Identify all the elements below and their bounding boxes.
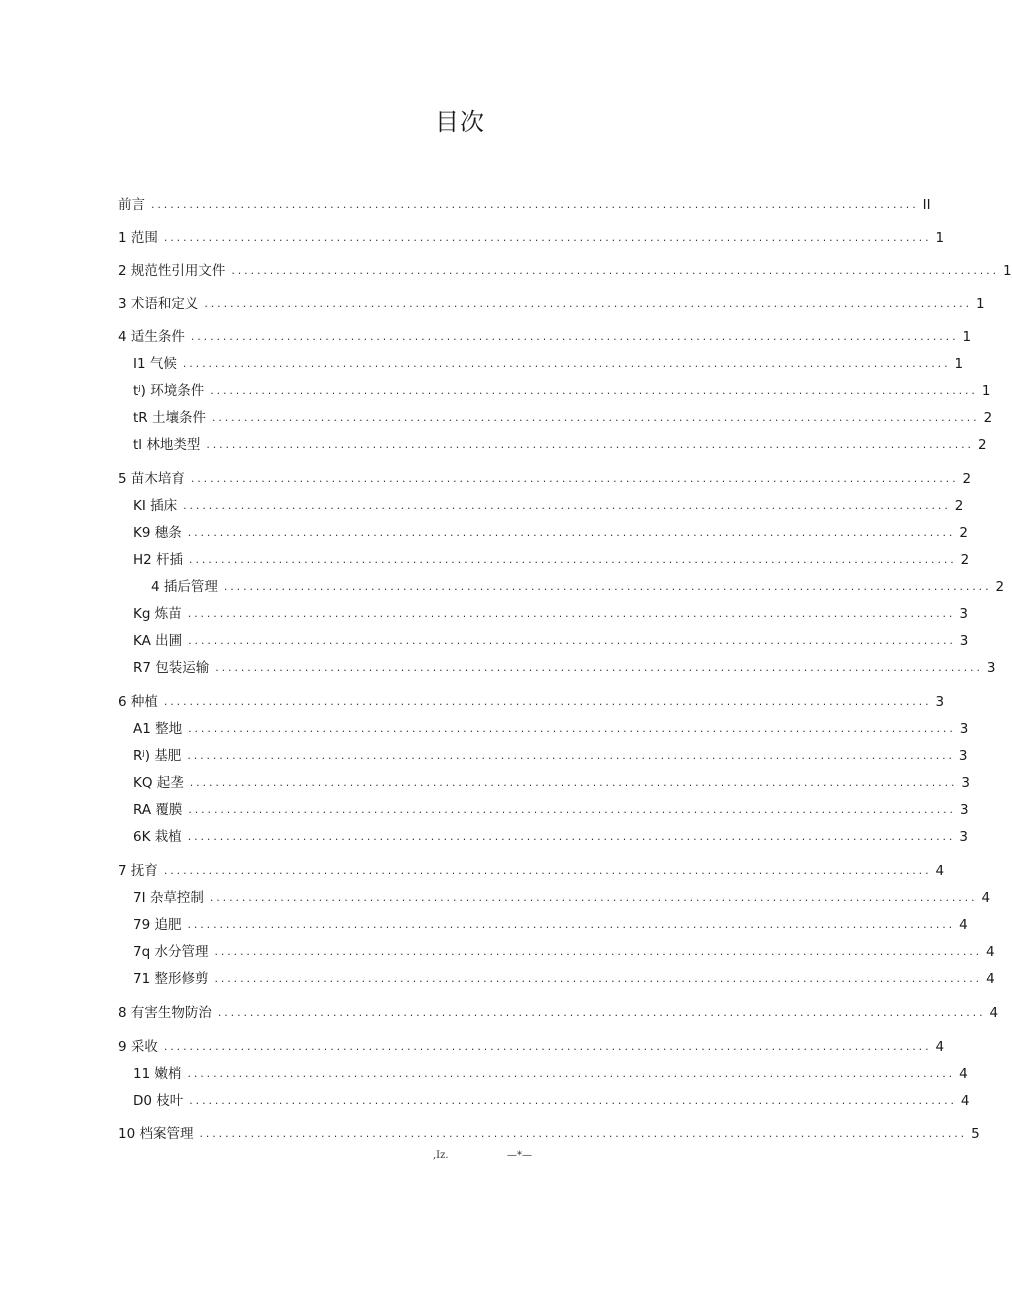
dot-leader: ........................................................................................................................ [182,357,951,370]
toc-entry-9-2[interactable] [133,1091,970,1111]
toc-entry-6-4[interactable] [133,800,969,820]
toc-page-number: 2 [962,471,972,487]
toc-entry-label: 6K 栽植 [133,829,182,845]
toc-entry-label: tl 林地类型 [133,437,201,453]
toc-page-number: 4 [935,1039,945,1055]
toc-entry-6-1[interactable] [133,719,969,739]
dot-leader: ........................................................................................................................ [163,1040,932,1053]
toc-entry-label: 5 苗木培育 [118,471,185,487]
toc-page-number: 4 [986,944,995,960]
toc-entry-4-3[interactable] [133,408,993,428]
page-title: 目次 [435,108,485,136]
dot-leader: ........................................................................................................................ [188,803,956,816]
toc-page-number: 5 [971,1126,980,1142]
toc-entry-label: 2 规范性引用文件 [118,263,226,279]
dot-leader: ........................................................................................................................ [223,580,992,593]
toc-entry-7-4[interactable] [133,969,995,989]
toc-entry-6-3[interactable] [133,773,970,793]
toc-entry-label: 前言 [118,197,145,213]
dot-leader: ........................................................................................................................ [187,1067,956,1080]
toc-entry-label: 11 嫩梢 [133,1066,182,1082]
dot-leader: ........................................................................................................................ [188,634,956,647]
toc-entry-6-2[interactable] [133,746,968,766]
dot-leader: ........................................................................................................................ [189,1094,957,1107]
toc-entry-label: 1 范围 [118,230,158,246]
toc-entry-label: 7 抚育 [118,863,158,879]
toc-page-number: 3 [959,829,968,845]
dot-leader: ........................................................................................................................ [163,695,932,708]
dot-leader: ........................................................................................................................ [187,607,956,620]
toc-entry-5-7[interactable] [133,658,996,678]
toc-page-number: 3 [961,775,970,791]
toc-page-number: 1 [935,230,945,246]
toc-page-number: 2 [977,437,987,453]
dot-leader: ........................................................................................................................ [187,830,956,843]
toc-entry-5-6[interactable] [133,631,969,651]
dot-leader: ........................................................................................................................ [190,472,959,485]
dot-leader: ........................................................................................................................ [151,198,919,211]
dot-leader: ........................................................................................................................ [214,972,983,985]
toc-entry-label: KA 出圃 [133,633,183,649]
toc-entry-label: KQ 起垄 [133,775,184,791]
footer-page-mark: —*— [507,1150,532,1161]
toc-entry-label: 3 术语和定义 [118,296,199,312]
toc-entry-label: 7I 杂草控制 [133,890,204,906]
toc-page-number: 4 [986,971,995,987]
toc-page-number: 3 [959,802,969,818]
toc-entry-4[interactable] [118,327,972,347]
toc-page-number: 3 [959,633,969,649]
toc-entry-1[interactable] [118,228,945,248]
toc-entry-label: 4 插后管理 [151,579,218,595]
dot-leader: ........................................................................................................................ [215,661,983,674]
dot-leader: ........................................................................................................................ [163,864,932,877]
toc-page-number: 4 [960,1093,970,1109]
toc-entry-10[interactable] [118,1124,980,1144]
toc-entry-label: 10 档案管理 [118,1126,194,1142]
dot-leader: ........................................................................................................................ [183,499,951,512]
toc-page-number: 4 [959,1066,968,1082]
toc-entry-4-2[interactable] [133,381,991,401]
dot-leader: ........................................................................................................................ [189,776,958,789]
toc-entry-label: 71 整形修剪 [133,971,209,987]
toc-entry-7-3[interactable] [133,942,995,962]
toc-entry-7-2[interactable] [133,915,968,935]
toc-entry-4-4[interactable] [133,435,987,455]
toc-page-number: II [922,197,931,213]
toc-entry-label: 9 采收 [118,1039,158,1055]
dot-leader: ........................................................................................................................ [206,438,974,451]
toc-entry-3[interactable] [118,294,985,314]
dot-leader: ........................................................................................................................ [187,526,956,539]
toc-page-number: 3 [958,748,968,764]
toc-entry-4-1[interactable] [133,354,964,374]
toc-page-number: 1 [962,329,972,345]
toc-page-number: 1 [975,296,985,312]
dot-leader: ........................................................................................................................ [209,891,978,904]
toc-entry-6[interactable] [118,692,945,712]
toc-entry-6-5[interactable] [133,827,968,847]
toc-entry-label: KI 插床 [133,498,178,514]
dot-leader: ........................................................................................................................ [189,553,957,566]
dot-leader: ........................................................................................................................ [187,918,956,931]
toc-entry-foreword[interactable] [118,195,931,215]
toc-page-number: 2 [995,579,1005,595]
toc-entry-label: 7q 水分管理 [133,944,209,960]
footer-mark-left: ,Iz. [433,1150,449,1161]
dot-leader: ........................................................................................................................ [190,330,959,343]
toc-page-number: 3 [959,721,969,737]
toc-entry-label: D0 枝叶 [133,1093,184,1109]
toc-entry-7-1[interactable] [133,888,991,908]
toc-page-number: 1 [1002,263,1012,279]
toc-entry-label: H2 杆插 [133,552,184,568]
toc-page-number: 2 [960,552,970,568]
dot-leader: ........................................................................................................................ [210,384,978,397]
toc-page-number: 3 [935,694,945,710]
dot-leader: ........................................................................................................................ [231,264,999,277]
dot-leader: ........................................................................................................................ [163,231,932,244]
dot-leader: ........................................................................................................................ [217,1006,986,1019]
toc-entry-5-5[interactable] [133,604,968,624]
dot-leader: ........................................................................................................................ [199,1127,968,1140]
toc-page-number: 2 [983,410,993,426]
toc-entry-5-2[interactable] [133,523,968,543]
toc-entry-label: 4 适生条件 [118,329,185,345]
toc-page-number: 3 [986,660,996,676]
toc-entry-9-1[interactable] [133,1064,968,1084]
dot-leader: ........................................................................................................................ [188,722,956,735]
toc-entry-label: tʲ) 环境条件 [133,383,205,399]
dot-leader: ........................................................................................................................ [211,411,980,424]
toc-entry-8[interactable] [118,1003,999,1023]
toc-entry-label: 8 有害生物防治 [118,1005,212,1021]
toc-page-number: 4 [935,863,945,879]
dot-leader: ........................................................................................................................ [204,297,972,310]
dot-leader: ........................................................................................................................ [187,749,955,762]
toc-entry-5-4[interactable] [151,577,1005,597]
toc-entry-label: 6 种植 [118,694,158,710]
toc-entry-5-1[interactable] [133,496,964,516]
toc-entry-5-3[interactable] [133,550,970,570]
toc-page-number: 3 [959,606,968,622]
toc-page-number: 4 [981,890,991,906]
toc-entry-label: RA 覆膜 [133,802,183,818]
toc-page-number: 1 [954,356,964,372]
toc-entry-2[interactable] [118,261,1012,281]
toc-entry-5[interactable] [118,469,972,489]
toc-entry-label: R7 包装运输 [133,660,210,676]
toc-page-number: 2 [959,525,968,541]
toc-entry-label: 79 追肥 [133,917,182,933]
toc-page-number: 4 [989,1005,999,1021]
toc-entry-label: Kg 炼苗 [133,606,182,622]
toc-page-number: 4 [959,917,968,933]
toc-entry-7[interactable] [118,861,945,881]
toc-entry-label: K9 穗条 [133,525,182,541]
toc-entry-9[interactable] [118,1037,945,1057]
toc-entry-label: I1 气候 [133,356,177,372]
toc-entry-label: tR 土壤条件 [133,410,206,426]
toc-page-number: 2 [954,498,964,514]
dot-leader: ........................................................................................................................ [214,945,983,958]
toc-entry-label: A1 整地 [133,721,183,737]
toc-page-number: 1 [981,383,991,399]
toc-entry-label: Rʲ) 基肥 [133,748,182,764]
